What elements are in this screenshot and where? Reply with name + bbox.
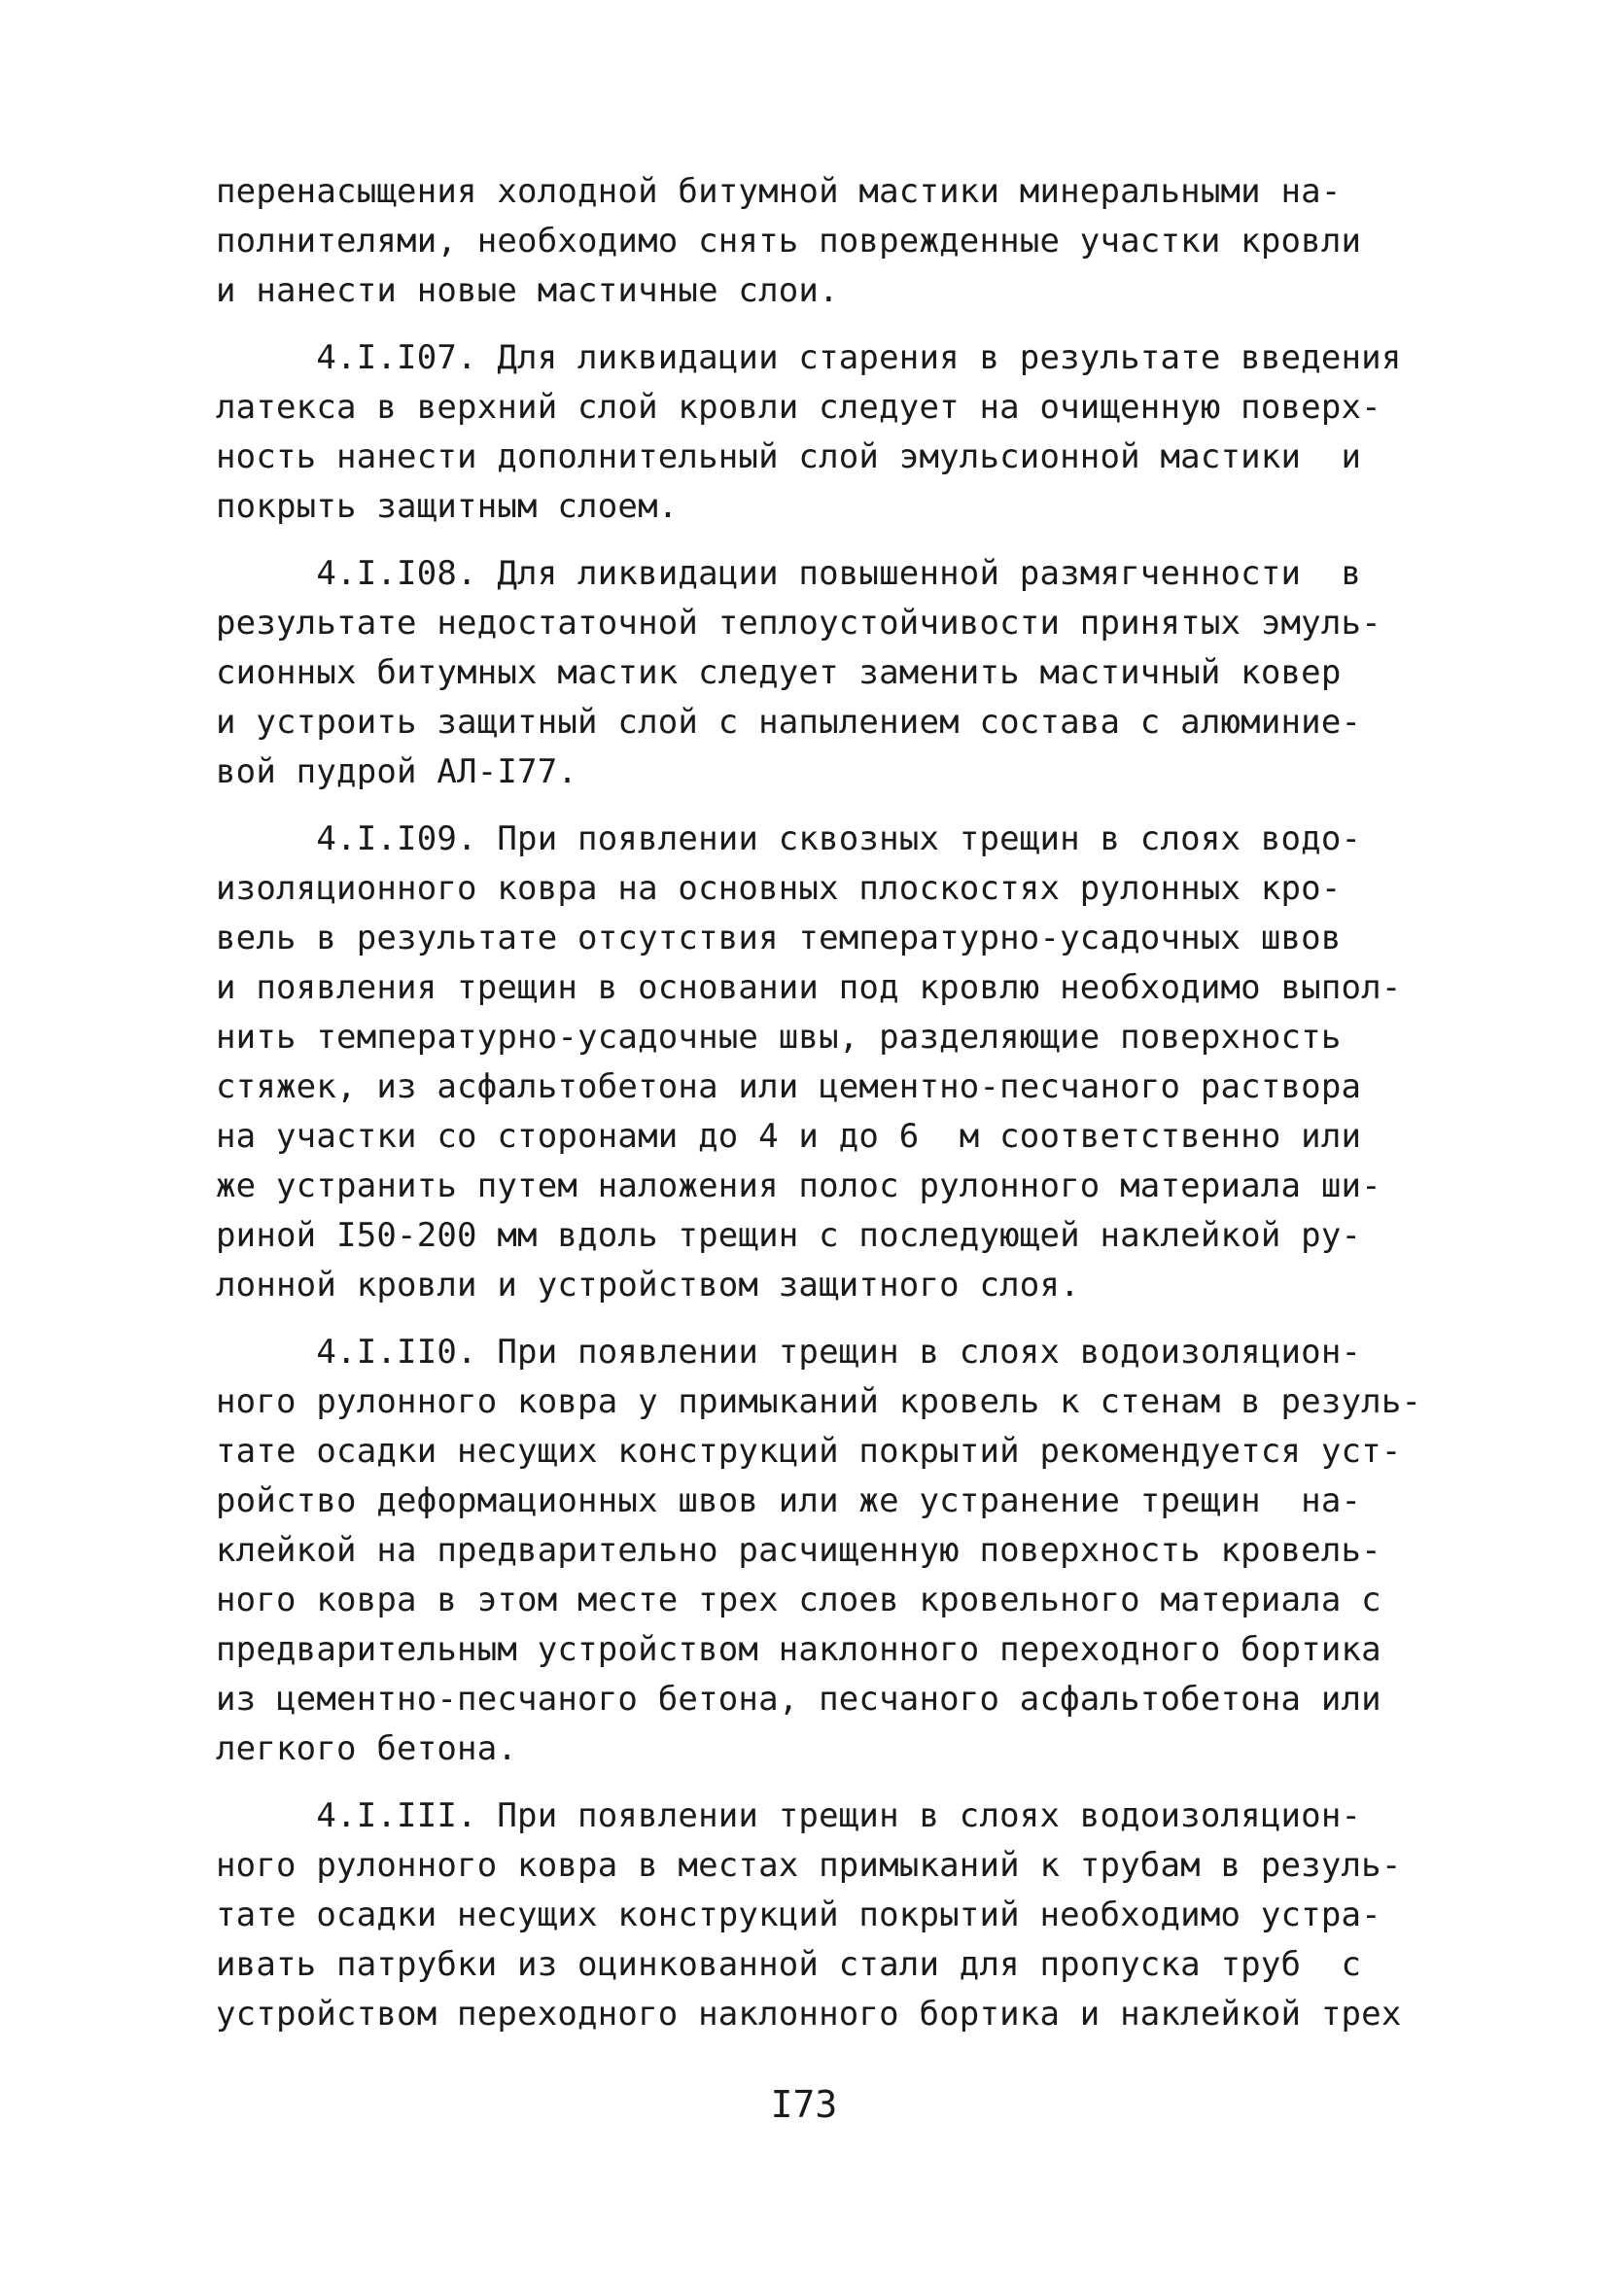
text-line: и устроить защитный слой с напылением состава с алюминие- <box>216 703 1362 742</box>
text-line: нить температурно-усадочные швы, разделяющие поверхность <box>216 1018 1342 1057</box>
text-line: результате недостаточной теплоустойчивости принятых эмуль- <box>216 604 1381 643</box>
text-line: латекса в верхний слой кровли следует на очищенную поверх- <box>216 388 1381 427</box>
text-line: 4.I.I09. При появлении сквозных трещин в слоях водо- <box>216 819 1362 858</box>
paragraph <box>216 549 1426 797</box>
text-line: устройством переходного наклонного бортика и наклейкой трех <box>216 1995 1402 2034</box>
text-line: 4.I.I07. Для ликвидации старения в результате введения <box>216 338 1402 377</box>
text-line: 4.I.II0. При появлении трещин в слоях водоизоляцион- <box>216 1333 1362 1372</box>
text-line: ивать патрубки из оцинкованной стали для пропуска труб с <box>216 1945 1362 1984</box>
text-line: 4.I.III. При появлении трещин в слоях водоизоляцион- <box>216 1796 1362 1835</box>
text-line: предварительным устройством наклонного переходного бортика <box>216 1630 1381 1669</box>
paragraph <box>216 815 1426 1310</box>
page-number: I73 <box>770 2083 838 2126</box>
text-line: ного рулонного ковра у примыканий кровель к стенам в резуль- <box>216 1382 1422 1421</box>
paragraph <box>216 1328 1426 1774</box>
text-line: тате осадки несущих конструкций покрытий рекомендуется уст- <box>216 1432 1402 1471</box>
text-line: же устранить путем наложения полос рулонного материала ши- <box>216 1166 1381 1205</box>
text-line: сионных битумных мастик следует заменить мастичный ковер <box>216 653 1342 692</box>
text-line: ройство деформационных швов или же устранение трещин на- <box>216 1481 1362 1520</box>
text-line: 4.I.I08. Для ликвидации повышенной размягченности в <box>216 554 1362 593</box>
text-line: изоляционного ковра на основных плоскостях рулонных кро- <box>216 869 1342 908</box>
text-line: клейкой на предварительно расчищенную поверхность кровель- <box>216 1531 1381 1570</box>
text-line: и появления трещин в основании под кровлю необходимо выпол- <box>216 968 1402 1007</box>
text-line: тате осадки несущих конструкций покрытий необходимо устра- <box>216 1896 1381 1934</box>
text-line: и нанести новые мастичные слои. <box>216 271 839 310</box>
text-line: ность нанести дополнительный слой эмульсионной мастики и <box>216 437 1362 476</box>
text-line: стяжек, из асфальтобетона или цементно-песчаного раствора <box>216 1067 1362 1106</box>
text-line: на участки со сторонами до 4 и до 6 м соответственно или <box>216 1117 1362 1156</box>
text-line: из цементно-песчаного бетона, песчаного асфальтобетона или <box>216 1680 1381 1719</box>
paragraph <box>216 333 1426 532</box>
text-line: ного ковра в этом месте трех слоев кровельного материала с <box>216 1581 1381 1619</box>
text-line: перенасыщения холодной битумной мастики минеральными на- <box>216 172 1342 211</box>
text-line: лонной кровли и устройством защитного слоя. <box>216 1266 1080 1305</box>
text-line: легкого бетона. <box>216 1729 518 1768</box>
text-line: покрыть защитным слоем. <box>216 487 679 526</box>
text-line: риной I50-200 мм вдоль трещин с последующей наклейкой ру- <box>216 1216 1362 1255</box>
text-line: ного рулонного ковра в местах примыканий к трубам в резуль- <box>216 1846 1402 1885</box>
body-text <box>216 167 1426 2057</box>
text-line: вой пудрой АЛ-I77. <box>216 752 578 791</box>
text-line: полнителями, необходимо снять поврежденные участки кровли <box>216 222 1362 261</box>
paragraph <box>216 1792 1426 2039</box>
text-line: вель в результате отсутствия температурно-усадочных швов <box>216 919 1342 957</box>
paragraph <box>216 167 1426 316</box>
